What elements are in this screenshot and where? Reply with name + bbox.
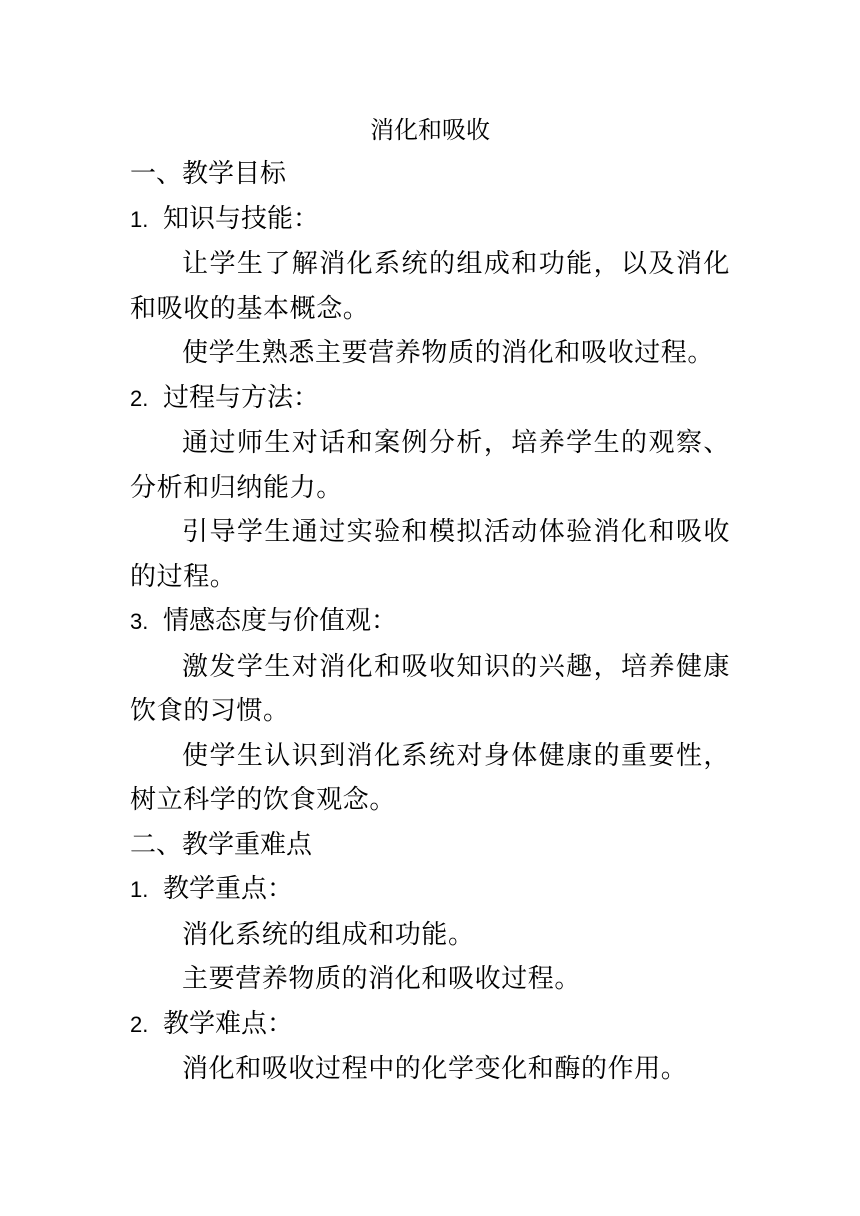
document-content: [130, 108, 730, 1092]
item-heading: [130, 376, 730, 422]
item-label: 教学重点：: [163, 874, 294, 904]
item-number: 1.: [130, 877, 149, 902]
paragraph: 使学生认识到消化系统对身体健康的重要性，树立科学的饮食观念。: [130, 740, 730, 815]
paragraph: 主要营养物质的消化和吸收过程。: [182, 964, 582, 994]
item-heading: [130, 197, 730, 243]
item-heading: [130, 1002, 730, 1048]
item-label: 知识与技能：: [163, 203, 320, 234]
item-number: 2.: [130, 385, 149, 411]
item-heading: [130, 867, 730, 913]
item-label: 情感态度与价值观：: [163, 606, 398, 636]
item-number: 3.: [130, 609, 149, 634]
paragraph: 通过师生对话和案例分析，培养学生的观察、分析和归纳能力。: [130, 428, 730, 503]
item-number: 2.: [130, 1011, 149, 1037]
section-heading: 二、教学重难点: [130, 829, 313, 860]
item-heading: [130, 599, 730, 645]
section-heading: 一、教学目标: [130, 159, 287, 189]
item-label: 教学难点：: [163, 1008, 294, 1039]
paragraph: 让学生了解消化系统的组成和功能，以及消化和吸收的基本概念。: [130, 249, 730, 324]
document-title: 消化和吸收: [370, 116, 490, 144]
item-label: 过程与方法：: [163, 382, 320, 413]
paragraph: 激发学生对消化和吸收知识的兴趣，培养健康饮食的习惯。: [130, 651, 730, 726]
paragraph: 引导学生通过实验和模拟活动体验消化和吸收的过程。: [130, 517, 730, 592]
item-number: 1.: [130, 206, 149, 232]
paragraph: 消化和吸收过程中的化学变化和酶的作用。: [182, 1054, 688, 1084]
paragraph: 使学生熟悉主要营养物质的消化和吸收过程。: [182, 338, 715, 368]
paragraph: 消化系统的组成和功能。: [182, 919, 475, 950]
